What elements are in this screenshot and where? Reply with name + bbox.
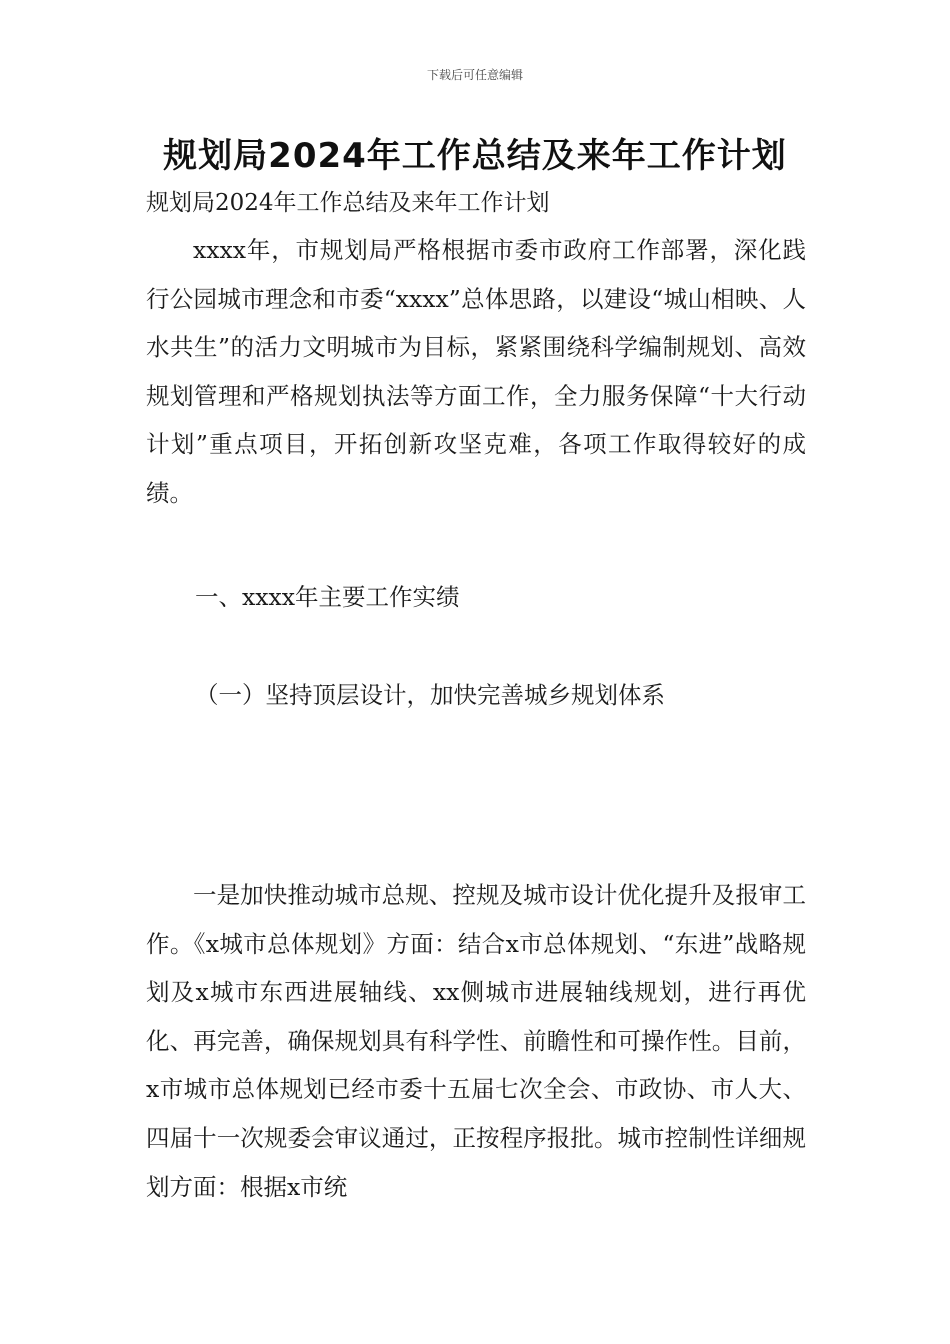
document-title: 规划局2024年工作总结及来年工作计划 bbox=[163, 136, 787, 176]
document-subtitle: 规划局2024年工作总结及来年工作计划 bbox=[146, 190, 550, 216]
intro-paragraph: xxxx年，市规划局严格根据市委市政府工作部署，深化践行公园城市理念和市委“xxxx”总体思路，以建设“城山相映、人水共生”的活力文明城市为目标，紧紧围绕科学编制规划、高效规划管理和严格规划执法等方面工作，全力服务保障“十大行动计划”重点项目，开拓创新攻坚克难，各项工作取得较好的成绩。 bbox=[146, 236, 806, 507]
section-heading: 一、xxxx年主要工作实绩 bbox=[195, 583, 460, 611]
header-note: 下载后可任意编辑 bbox=[426, 68, 523, 82]
subsection-heading: （一）坚持顶层设计，加快完善城乡规划体系 bbox=[195, 681, 665, 709]
body-paragraph: 一是加快推动城市总规、控规及城市设计优化提升及报审工作。《x城市总体规划》方面：结合x市总体规划、“东进”战略规划及x城市东西进展轴线、xx侧城市进展轴线规划，进行再优化、再完善，确保规划具有科学性、前瞻性和可操作性。目前，x市城市总体规划已经市委十五届七次全会、市政协、市人大、四届十一次规委会审议通过，正按程序报批。城市控制性详细规划方面：根据x市统 bbox=[146, 881, 806, 1201]
